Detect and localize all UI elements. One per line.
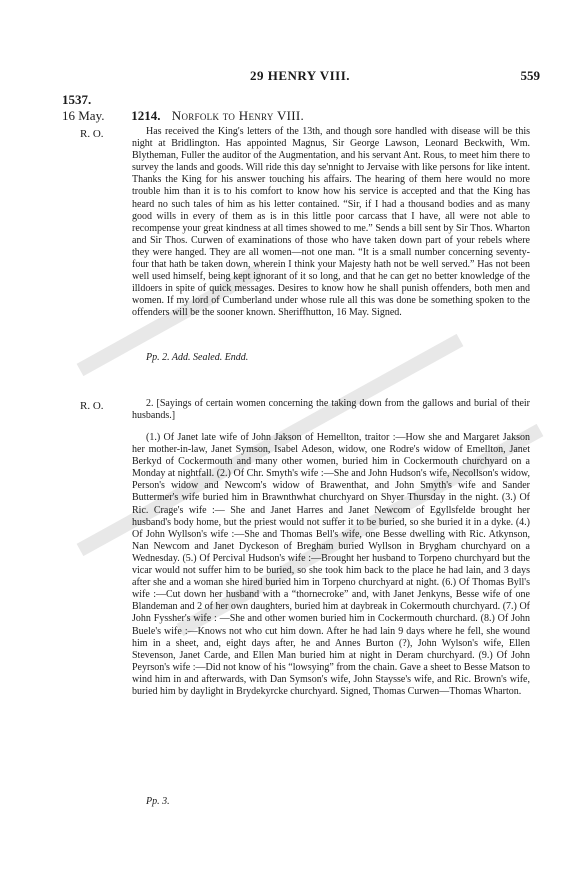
year-heading: 1537. (62, 92, 92, 107)
running-title: 29 HENRY VIII. (249, 68, 351, 83)
enclosure-text-block (132, 432, 530, 698)
margin-reference-2: R. O. (80, 400, 104, 412)
enclosure-heading: 2. [Sayings of certain women concerning the taking down from the gallows and burial of their husbands.] (132, 398, 530, 422)
margin-reference-1: R. O. (80, 128, 104, 140)
letter-text-block (132, 126, 530, 320)
enclosure-physical-note: Pp. 3. (146, 796, 170, 807)
entry-title: Norfolk to Henry VIII. (171, 108, 305, 123)
letter-physical-note: Pp. 2. Add. Sealed. Endd. (146, 352, 249, 363)
enclosure-paragraph: (1.) Of Janet late wife of John Jakson of Hemellton, traitor :—How she and Margaret Jakson her mother-in-law, Janet Symson, Isabel Adeson, widow, one Rodre's widow of Emellton, Janet Berkyd of Cockermouth and many other women, buried him in Cockermouth churchyard on a Monday at nightfall. (2.) Of Chr. Smyth's wife :—She and John Hudson's wife, Necollson's widow, Person's widow and Newcom's widow of Brawenthat, and John Smyth's wife and Sander Buttermer's wife buried him in Brawnthwhat churchyard on Shyer Thursday in the night. (3.) Of Ric. Crage's wife :— She and Janet Harres and Janet Newcom of Egyllsfelde brought her husband's body home, but the priest would not suffer it to be buried, so she buried it in a dyke. (4.) Of John Wyllson's wife :—She and Thomas Bell's wife, one Besse dwelling with Ric. Atkynson, Nan Newcom and Janet Dyckeson of Bregham buried Wyllson in Brygham churchyard on a Wednesday. (5.) Of Percival Hudson's wife :—Brought her husband to Torpeno churchyard but the vicar would not suffer him to be buried, so she took him back to the place he had lain, and 3 days after she and a woman she hired buried him in Torpeno churchyard at night. (6.) Of Thomas Byll's wife :—Cut down her husband with a “thornecroke” and, with Janet Jenkyns, Besse wife of one Blandeman and 2 of her own daughters, buried him at daybreak in Cokermouth churchyard. (7.) Of John Fyssher's wife : —She and other women buried him in Cockermouth churchard. (8.) Of John Buele's wife :—Knows not who cut him down. After he had lain 9 days where he fell, she wound him in a sheet, and, eight days after, he and Annes Burton (?), John Wylson's wife, Ellen Stevenson, Janet Carde, and Ellen Man buried him at night in Deram churchyard. (9.) Of John Peyrson's wife :—Did not know of his “lowsying” from the chain. Gave a sheet to Besse Matson to wind him in and afterwards, with Dan Symson's wife, John Staysse's wife, and Ric. Brown's wife, buried him by daylight in Brydekyrcke churchyard. Signed, Thomas Curwen—Thomas Wharton. (132, 432, 530, 697)
enclosure-heading-block (132, 398, 530, 422)
running-head (60, 68, 540, 88)
page-number: 559 (520, 68, 540, 83)
letter-paragraph: Has received the King's letters of the 13th, and though sore handled with disease will be this night at Bridlington. Has appointed Magnus, Sir George Lawson, Leonard Beckwith, Wm. Blytheman, Fuller the auditor of the Augmentation, and his servant Ant. Rous, to meet him there to survey the lands and goods. Will ride this day se'nnight to Jervaise with like persons for like intent. Thanks the King for his answer touching his affairs. The hearing of them here would no more trouble him than it is to his comfort to know how his service is accepted and that the King has heard no such tales of him as his letter contained. “Sir, if I had a thousand bodies and as many good wills in every of them as is in this little poor carcass that I have, all were not able to recompense your great kindness at all times showed to me.” Sends a bill sent by Sir Thos. Wharton and Sir Thos. Curwen of examinations of those who have taken down part of your rebels where they were hanged. They are all women—not one man. “It is a small number concerning seventy-four that hath be taken down, wherein I think your Majesty hath not be well served.” Has not been well used himself, being kept ignorant of it so long, and that he can get no better knowledge of the illdoers in spite of quick messages. Desires to know how he shall punish offenders, both men and women. If my lord of Cumberland under whose rule all this was done be something spoken to the offenders will be the sooner known. Sheriffhutton, 16 May. Signed. (132, 126, 530, 319)
entry-date: 16 May. (62, 108, 105, 123)
entry-heading (62, 108, 532, 124)
entry-number: 1214. (131, 108, 161, 123)
